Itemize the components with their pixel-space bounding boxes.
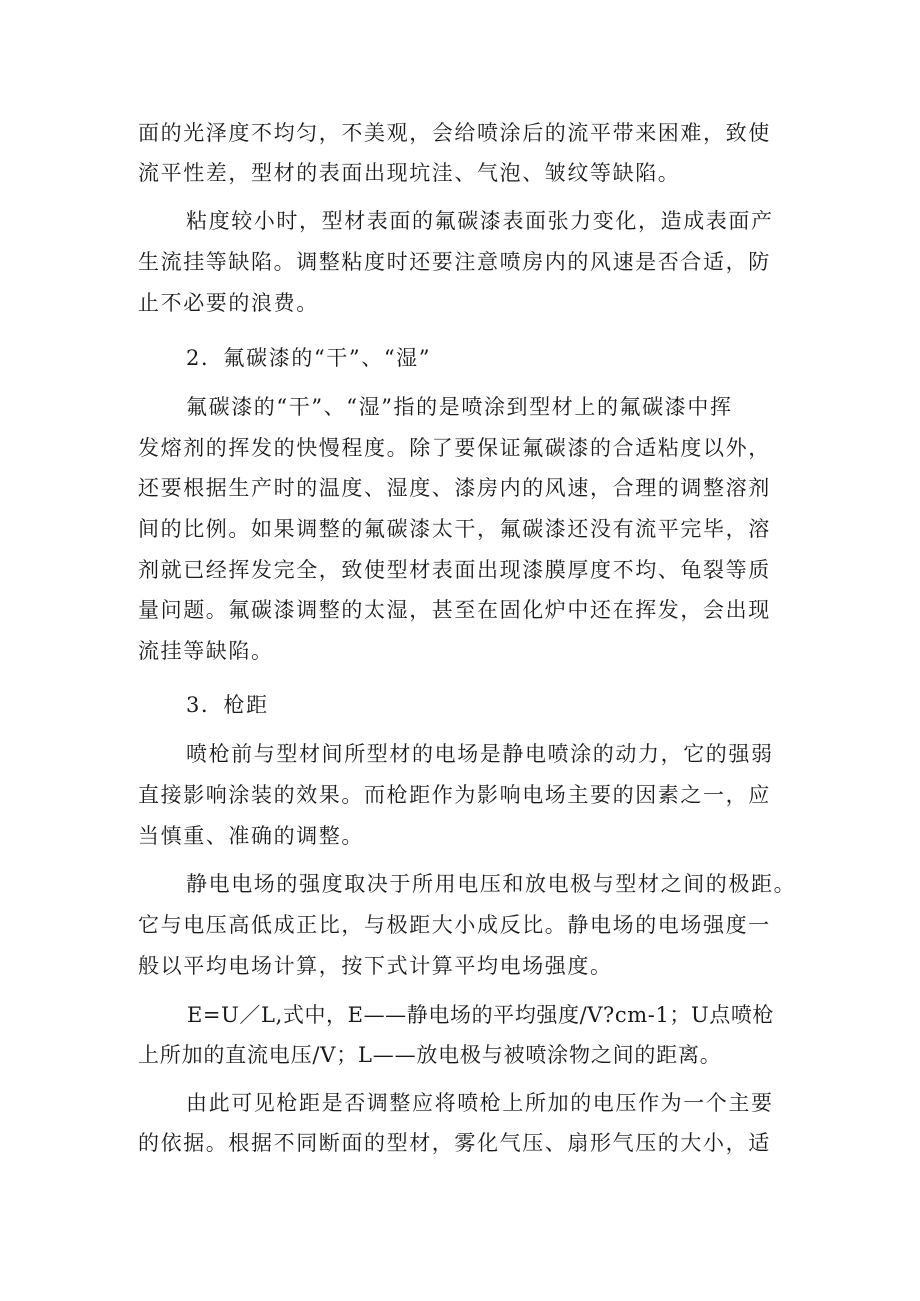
section-heading: 2．氟碳漆的“干”、“湿” (186, 346, 432, 370)
paragraph-line: 量问题。氟碳漆调整的太湿，甚至在固化炉中还在挥发，会出现 (138, 598, 771, 622)
paragraph-line: 它与电压高低成正比，与极距大小成反比。静电场的电场强度一 (138, 913, 771, 937)
paragraph-line: 直接影响涂装的效果。而枪距作为影响电场主要的因素之一，应 (138, 783, 771, 807)
paragraph-line: 止不必要的浪费。 (138, 291, 319, 315)
paragraph-line: 粘度较小时，型材表面的氟碳漆表面张力变化，造成表面产 (186, 209, 774, 233)
paragraph-line: 氟碳漆的“干”、“湿”指的是喷涂到型材上的氟碳漆中挥 (186, 395, 733, 419)
paragraph-line: 喷枪前与型材间所型材的电场是静电喷涂的动力，它的强弱 (186, 742, 774, 766)
paragraph-line: 剂就已经挥发完全，致使型材表面出现漆膜厚度不均、龟裂等质 (138, 558, 771, 582)
paragraph-line: 还要根据生产时的温度、湿度、漆房内的风速，合理的调整溶剂 (138, 476, 771, 500)
paragraph-line: 流平性差，型材的表面出现坑洼、气泡、皱纹等缺陷。 (138, 161, 681, 185)
formula-line: E=U／L,式中，E——静电场的平均强度/V?cm-1；U点喷枪 (187, 1003, 775, 1027)
paragraph-line: 面的光泽度不均匀，不美观，会给喷涂后的流平带来困难，致使 (138, 121, 771, 145)
paragraph-line: 间的比例。如果调整的氟碳漆太干，氟碳漆还没有流平完毕，溶 (138, 517, 771, 541)
paragraph-line: 流挂等缺陷。 (138, 639, 274, 663)
section-heading: 3．枪距 (186, 693, 269, 717)
paragraph-line: 生流挂等缺陷。调整粘度时还要注意喷房内的风速是否合适，防 (138, 250, 771, 274)
paragraph-line: 的依据。根据不同断面的型材，雾化气压、扇形气压的大小，适 (138, 1131, 771, 1155)
formula-line: 上所加的直流电压/V；L——放电极与被喷涂物之间的距离。 (138, 1043, 722, 1067)
paragraph-line: 般以平均电场计算，按下式计算平均电场强度。 (138, 954, 613, 978)
paragraph-line: 当慎重、准确的调整。 (138, 824, 364, 848)
paragraph-line: 由此可见枪距是否调整应将喷枪上所加的电压作为一个主要 (186, 1091, 774, 1115)
paragraph-line: 发熔剂的挥发的快慢程度。除了要保证氟碳漆的合适粘度以外， (138, 436, 771, 460)
paragraph-line: 静电电场的强度取决于所用电压和放电极与型材之间的极距。 (186, 872, 797, 896)
